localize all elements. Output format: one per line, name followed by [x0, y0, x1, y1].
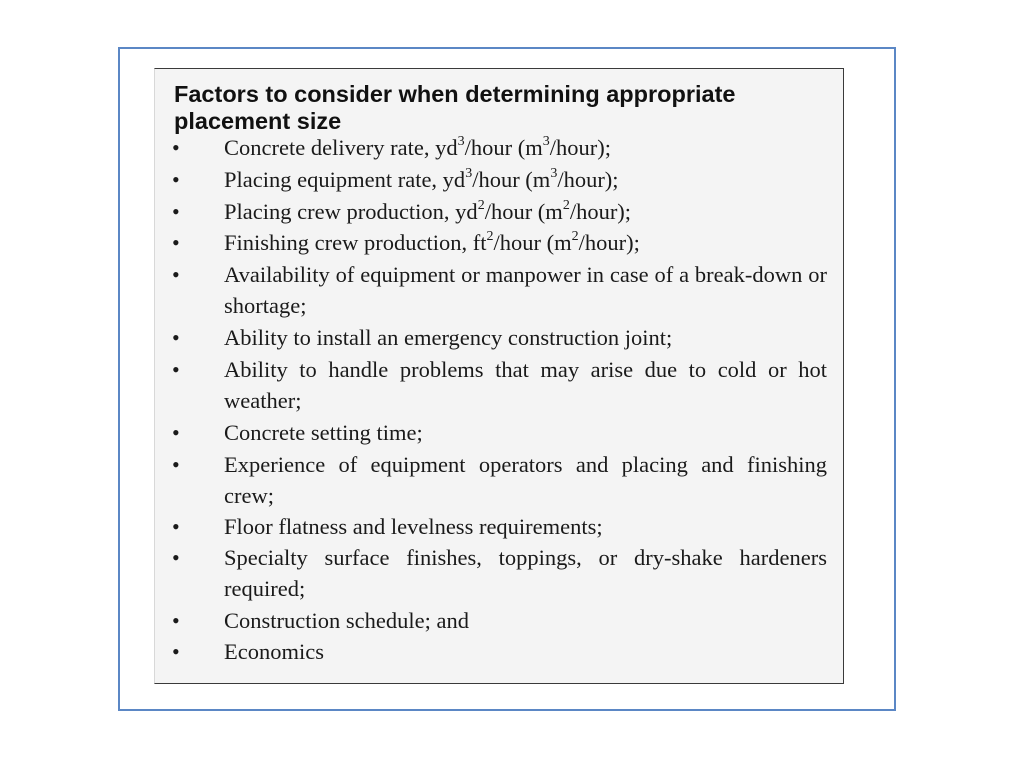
- bullet-icon: •: [172, 199, 180, 224]
- list-item-text: Economics: [224, 639, 324, 664]
- bullet-icon: •: [172, 357, 180, 382]
- bullet-icon: •: [172, 262, 180, 287]
- list-item-text: Placing equipment rate, $yd^3$/hour $(m^3/hour)$;: [224, 165, 619, 192]
- panel-heading: Factors to consider when determining appropriate placement size: [174, 81, 736, 134]
- factors-panel: [154, 68, 844, 684]
- bullet-icon: •: [172, 325, 180, 350]
- list-item-text: Concrete setting time;: [224, 420, 423, 445]
- bullet-icon: •: [172, 608, 180, 633]
- bullet-icon: •: [172, 639, 180, 664]
- list-item-text: Specialty surface finishes, toppings, or dry-shake hardeners required;: [224, 545, 827, 601]
- bullet-icon: •: [172, 135, 180, 160]
- bullet-icon: •: [172, 514, 180, 539]
- bullet-icon: •: [172, 545, 180, 570]
- bullet-icon: •: [172, 230, 180, 255]
- bullet-icon: •: [172, 420, 180, 445]
- list-item-text: Construction schedule; and: [224, 608, 469, 633]
- bullet-icon: •: [172, 167, 180, 192]
- list-item-text: Concrete delivery rate, $yd^3$/hour $(m^3/hour)$;: [224, 133, 612, 160]
- bullet-icon: •: [172, 452, 180, 477]
- list-item-text: Ability to handle problems that may arise due to cold or hot weather;: [224, 357, 827, 413]
- list-item-text: Placing crew production, $yd^2$/hour $(m^2/hour)$;: [224, 197, 632, 224]
- list-item-text: Availability of equipment or manpower in case of a break-down or shortage;: [224, 262, 827, 318]
- list-item-text: Floor flatness and levelness requirements;: [224, 514, 603, 539]
- list-item-text: Ability to install an emergency construction joint;: [224, 325, 673, 350]
- list-item-text: Experience of equipment operators and placing and finishing crew;: [224, 452, 827, 508]
- list-item-text: Finishing crew production, $ft^2$/hour $(m^2/hour)$;: [224, 228, 640, 255]
